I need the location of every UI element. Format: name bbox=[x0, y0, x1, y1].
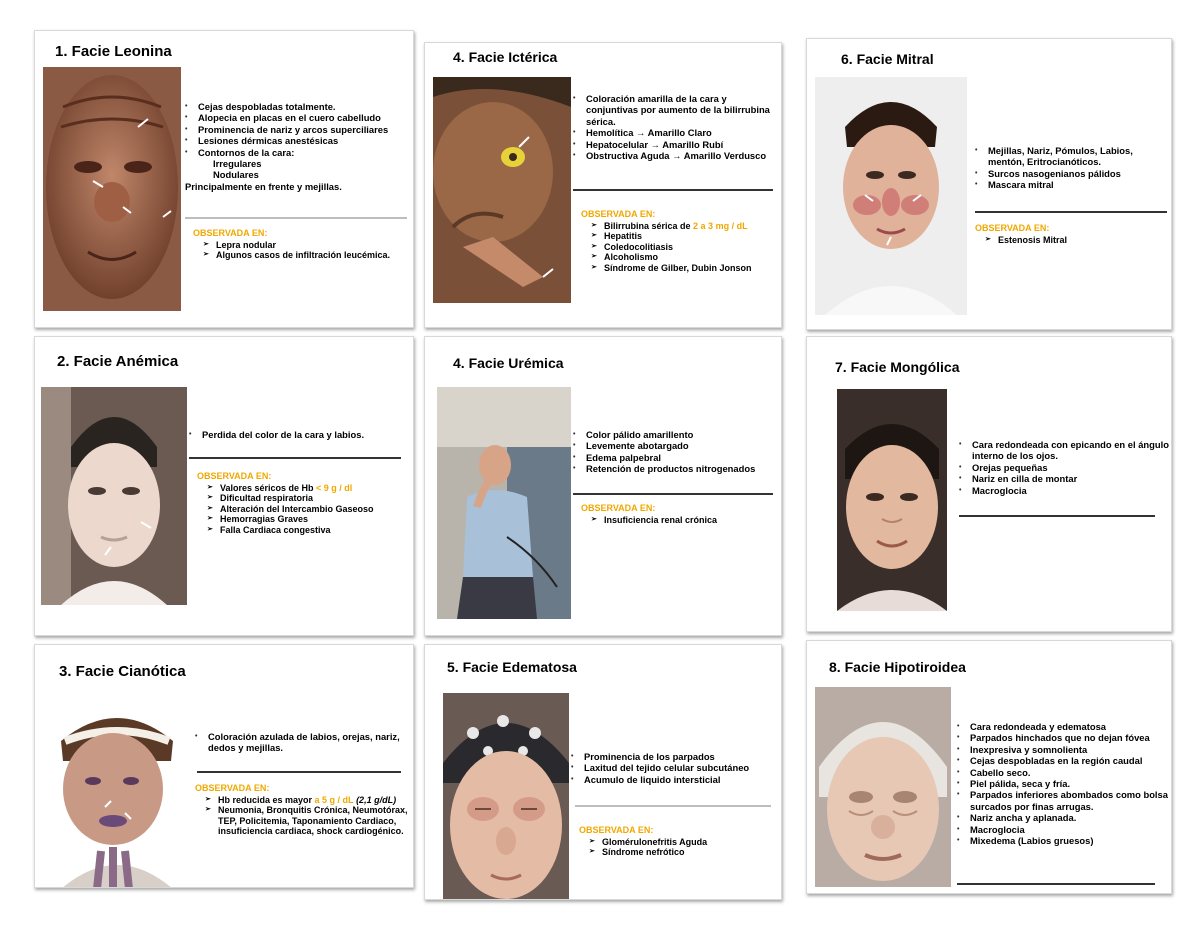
list-item: Irregulares bbox=[213, 158, 262, 170]
observed-section bbox=[975, 223, 1169, 245]
slide-facie-cianotica bbox=[34, 644, 414, 888]
list-item: • Lesiones dérmicas anestésicas bbox=[185, 135, 410, 146]
list-item: • Levemente abotargado bbox=[573, 440, 778, 451]
list-item: ➢ Algunos casos de infiltración leucémica. bbox=[193, 250, 408, 261]
divider bbox=[957, 883, 1155, 885]
list-item: • Prominencia de los parpados bbox=[571, 751, 779, 762]
slide-facie-anemica bbox=[34, 336, 414, 636]
list-item: • Macroglocia bbox=[959, 485, 1169, 496]
observed-label: OBSERVADA EN: bbox=[579, 825, 654, 835]
list-item: • Hemolítica → Amarillo Claro bbox=[573, 127, 778, 138]
patient-photo bbox=[837, 389, 947, 611]
characteristics-list bbox=[571, 751, 779, 785]
observed-section bbox=[581, 209, 777, 274]
list-item: • Alopecia en placas en el cuero cabelludo bbox=[185, 112, 410, 123]
characteristics-list bbox=[573, 429, 778, 475]
divider bbox=[573, 493, 773, 495]
patient-photo bbox=[815, 77, 967, 315]
list-item: ➢ Coledocolitiasis bbox=[581, 242, 777, 253]
list-item: ➢ Alteración del Intercambio Gaseoso bbox=[197, 504, 407, 515]
list-item: • Cara redondeada y edematosa bbox=[957, 721, 1169, 732]
characteristics-list bbox=[189, 429, 409, 440]
list-item: • Retención de productos nitrogenados bbox=[573, 463, 778, 474]
list-item: • Cabello seco. bbox=[957, 767, 1169, 778]
list-item: ➢ Hemorragias Graves bbox=[197, 514, 407, 525]
divider bbox=[197, 771, 401, 773]
slide-facie-mitral bbox=[806, 38, 1172, 330]
observed-section bbox=[579, 825, 775, 858]
slide-facie-edematosa bbox=[424, 644, 782, 900]
list-item: ➢ Dificultad respiratoria bbox=[197, 493, 407, 504]
list-item: • Acumulo de liquido intersticial bbox=[571, 774, 779, 785]
slide-title: 3. Facie Cianótica bbox=[59, 663, 186, 680]
list-item: ➢ Falla Cardiaca congestiva bbox=[197, 525, 407, 536]
list-item bbox=[195, 795, 410, 806]
slide-title: 5. Facie Edematosa bbox=[447, 659, 577, 675]
patient-photo bbox=[43, 67, 181, 311]
value-text: Bilirrubina sérica de bbox=[604, 220, 694, 231]
slide-facie-hipotiroidea bbox=[806, 640, 1172, 894]
list-item: • Macroglocia bbox=[957, 824, 1169, 835]
list-item: ➢ Síndrome nefrótico bbox=[579, 847, 775, 858]
list-item: • Cara redondeada con epicando en el ángulo interno de los ojos. bbox=[959, 439, 1169, 462]
list-item: ➢ Hepatitis bbox=[581, 231, 777, 242]
list-item: • Laxitud del tejido celular subcutáneo bbox=[571, 762, 779, 773]
list-item: ➢ Lepra nodular bbox=[193, 240, 408, 251]
observed-section bbox=[197, 471, 407, 536]
list-item: • Surcos nasogenianos pálidos bbox=[975, 168, 1169, 179]
highlight-value: 2 a 3 mg / dL bbox=[693, 220, 748, 231]
list-item: • Color pálido amarillento bbox=[573, 429, 778, 440]
observed-section bbox=[195, 783, 410, 837]
list-item: • Obstructiva Aguda → Amarillo Verdusco bbox=[573, 150, 778, 161]
list-item: Nodulares bbox=[213, 169, 259, 181]
list-item: • Parpados hinchados que no dejan fóvea bbox=[957, 732, 1169, 743]
slide-title: 6. Facie Mitral bbox=[841, 51, 934, 67]
slide-facie-leonina bbox=[34, 30, 414, 328]
list-item: • Nariz en cilla de montar bbox=[959, 473, 1169, 484]
divider bbox=[959, 515, 1155, 517]
list-item: ➢ Glomérulonefritis Aguda bbox=[579, 837, 775, 848]
divider bbox=[575, 805, 771, 807]
observed-section bbox=[193, 228, 408, 261]
divider bbox=[185, 217, 407, 219]
highlight-value: < 9 g / dl bbox=[316, 482, 353, 493]
observed-section bbox=[581, 503, 777, 525]
value-text: Hb reducida es mayor bbox=[218, 794, 315, 805]
list-item: ➢ Estenosis Mitral bbox=[975, 235, 1169, 246]
slide-title: 1. Facie Leonina bbox=[55, 43, 172, 60]
list-item: • Edema palpebral bbox=[573, 452, 778, 463]
slide-facie-uremica bbox=[424, 336, 782, 636]
list-item: • Coloración amarilla de la cara y conjuntivas por aumento de la bilirrubina sérica. bbox=[573, 93, 778, 127]
list-item: Principalmente en frente y mejillas. bbox=[185, 180, 342, 192]
observed-label: OBSERVADA EN: bbox=[975, 223, 1050, 233]
observed-label: OBSERVADA EN: bbox=[195, 783, 270, 793]
list-item: • Cejas despobladas totalmente. bbox=[185, 101, 410, 112]
value-text: (2,1 g/dL) bbox=[353, 794, 397, 805]
characteristics-list bbox=[195, 731, 410, 754]
list-item bbox=[197, 483, 407, 494]
patient-photo bbox=[815, 687, 951, 887]
list-item: ➢ Síndrome de Gilber, Dubin Jonson bbox=[581, 263, 777, 274]
slide-title: 4. Facie Ictérica bbox=[453, 49, 558, 65]
slide-facie-icterica bbox=[424, 42, 782, 328]
patient-photo bbox=[41, 701, 193, 888]
highlight-value: a 5 g / dL bbox=[314, 794, 354, 805]
patient-photo bbox=[437, 387, 571, 619]
list-item: • Prominencia de nariz y arcos superciliares bbox=[185, 124, 410, 135]
list-item: • Coloración azulada de labios, orejas, nariz, dedos y mejillas. bbox=[195, 731, 410, 754]
list-item: • Contornos de la cara: bbox=[185, 147, 410, 158]
list-item: • Parpados inferiores abombados como bolsa surcados por finas arrugas. bbox=[957, 789, 1169, 812]
list-item: • Inexpresiva y somnolienta bbox=[957, 744, 1169, 755]
patient-photo bbox=[443, 693, 569, 900]
slide-title: 4. Facie Urémica bbox=[453, 355, 564, 371]
characteristics-list bbox=[573, 93, 778, 161]
list-item: • Mascara mitral bbox=[975, 179, 1169, 190]
list-item bbox=[581, 221, 777, 232]
list-item: • Hepatocelular → Amarillo Rubí bbox=[573, 139, 778, 150]
observed-label: OBSERVADA EN: bbox=[581, 503, 656, 513]
list-item: • Perdida del color de la cara y labios. bbox=[189, 429, 409, 440]
divider bbox=[189, 457, 401, 459]
divider bbox=[975, 211, 1167, 213]
slide-facie-mongolica bbox=[806, 336, 1172, 632]
characteristics-list bbox=[185, 101, 410, 192]
patient-photo bbox=[41, 387, 187, 605]
list-item: ➢ Alcoholismo bbox=[581, 252, 777, 263]
slide-title: 2. Facie Anémica bbox=[57, 353, 179, 370]
characteristics-list bbox=[975, 145, 1169, 191]
characteristics-list bbox=[959, 439, 1169, 496]
list-item: ➢ Insuficiencia renal crónica bbox=[581, 515, 777, 526]
list-item: • Piel pálida, seca y fría. bbox=[957, 778, 1169, 789]
list-item: • Mejillas, Nariz, Pómulos, Labios, mentón, Eritrocianóticos. bbox=[975, 145, 1169, 168]
list-item: • Nariz ancha y aplanada. bbox=[957, 812, 1169, 823]
list-item: • Cejas despobladas en la región caudal bbox=[957, 755, 1169, 766]
slide-title: 8. Facie Hipotiroidea bbox=[829, 659, 966, 675]
observed-label: OBSERVADA EN: bbox=[581, 209, 656, 219]
observed-label: OBSERVADA EN: bbox=[193, 228, 268, 238]
list-item: • Orejas pequeñas bbox=[959, 462, 1169, 473]
list-item: ➢ Neumonia, Bronquitis Crónica, Neumotórax, TEP, Policitemia, Taponamiento Cardiaco, insuficiencia cardiaca, shock cardiogénico. bbox=[195, 805, 410, 837]
observed-label: OBSERVADA EN: bbox=[197, 471, 272, 481]
divider bbox=[573, 189, 773, 191]
slide-title: 7. Facie Mongólica bbox=[835, 359, 960, 375]
patient-photo bbox=[433, 77, 571, 303]
value-text: Valores séricos de Hb bbox=[220, 482, 317, 493]
characteristics-list bbox=[957, 721, 1169, 846]
list-item: • Mixedema (Labios gruesos) bbox=[957, 835, 1169, 846]
